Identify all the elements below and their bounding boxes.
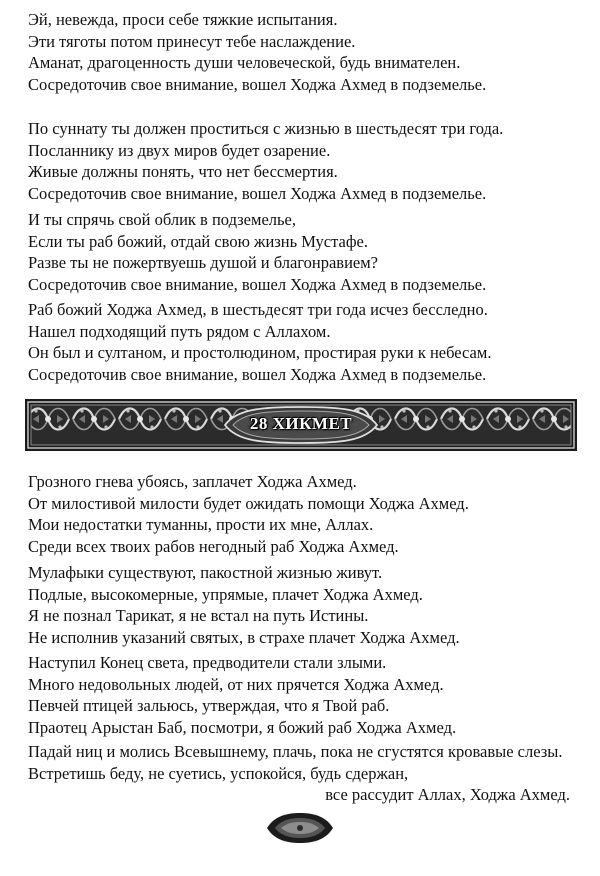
stanza-3 xyxy=(28,209,588,295)
verse-line: Посланнику из двух миров будет озарение. xyxy=(28,140,331,160)
verse-line: Грозного гнева убоясь, заплачет Ходжа Ахмед. xyxy=(28,472,357,491)
stanza-2 xyxy=(28,118,588,204)
verse-line: Живые должны понять, что нет бессмертия. xyxy=(28,162,338,182)
stanza-1 xyxy=(28,9,588,95)
verse-line: Разве ты не пожертвуешь душой и благонравием? xyxy=(28,253,378,273)
verse-line: Аманат, драгоценность души человеческой, будь внимателен. xyxy=(28,53,461,73)
verse-line: Если ты раб божий, отдай свою жизнь Мустафе. xyxy=(28,231,368,251)
stanza-8 xyxy=(28,741,588,806)
verse-line: Много недовольных людей, от них прячется Ходжа Ахмед. xyxy=(28,674,444,694)
verse-line: Мои недостатки туманны, прости их мне, Аллах. xyxy=(28,515,374,535)
stanza-7 xyxy=(28,652,588,738)
stanza-5 xyxy=(28,471,588,557)
verse-line: Я не познал Тарикат, я не встал на путь Истины. xyxy=(28,606,369,626)
verse-line: Сосредоточив свое внимание, вошел Ходжа Ахмед в подземелье. xyxy=(28,183,487,203)
verse-line: Падай ниц и молись Всевышнему, плачь, пока не сгустятся кровавые слезы. xyxy=(28,742,563,761)
verse-line: И ты спрячь свой облик в подземелье, xyxy=(28,210,296,229)
verse-line: Раб божий Ходжа Ахмед, в шестьдесят три года исчез бесследно. xyxy=(28,300,488,319)
verse-line: Сосредоточив свое внимание, вошел Ходжа Ахмед в подземелье. xyxy=(28,364,487,384)
verse-line: Нашел подходящий путь рядом с Аллахом. xyxy=(28,321,331,341)
verse-line: Сосредоточив свое внимание, вошел Ходжа Ахмед в подземелье. xyxy=(28,274,487,294)
verse-line: Эти тяготы потом принесут тебе наслаждение. xyxy=(28,31,356,51)
section-banner xyxy=(25,399,577,451)
verse-line: Праотец Арыстан Баб, посмотри, я божий раб Ходжа Ахмед. xyxy=(28,717,457,737)
section-title: 28 ХИКМЕТ xyxy=(249,414,353,433)
verse-line: Наступил Конец света, предводители стали злыми. xyxy=(28,653,387,672)
stanza-4 xyxy=(28,299,588,385)
ornament-leaf-icon xyxy=(265,811,335,845)
verse-line: Певчей птицей зальюсь, утверждая, что я Твой раб. xyxy=(28,696,390,716)
verse-line: Среди всех твоих рабов негодный раб Ходжа Ахмед. xyxy=(28,536,399,556)
stanza-6 xyxy=(28,562,588,648)
verse-line: Не исполнив указаний святых, в страхе плачет Ходжа Ахмед. xyxy=(28,627,460,647)
verse-line: Подлые, высокомерные, упрямые, плачет Ходжа Ахмед. xyxy=(28,584,423,604)
verse-line: От милостивой милости будет ожидать помощи Ходжа Ахмед. xyxy=(28,493,469,513)
verse-line: Встретишь беду, не суетись, успокойся, будь сдержан, xyxy=(28,763,409,783)
verse-line: Мулафыки существуют, пакостной жизнью живут. xyxy=(28,563,383,582)
verse-line: Эй, невежда, проси себе тяжкие испытания. xyxy=(28,10,338,29)
verse-line: Сосредоточив свое внимание, вошел Ходжа Ахмед в подземелье. xyxy=(28,74,487,94)
page-ornament xyxy=(265,811,335,845)
verse-line: По суннату ты должен проститься с жизнью в шестьдесят три года. xyxy=(28,119,504,138)
verse-line: все рассудит Аллах, Ходжа Ахмед. xyxy=(325,785,570,805)
verse-line: Он был и султаном, и простолюдином, простирая руки к небесам. xyxy=(28,343,492,363)
